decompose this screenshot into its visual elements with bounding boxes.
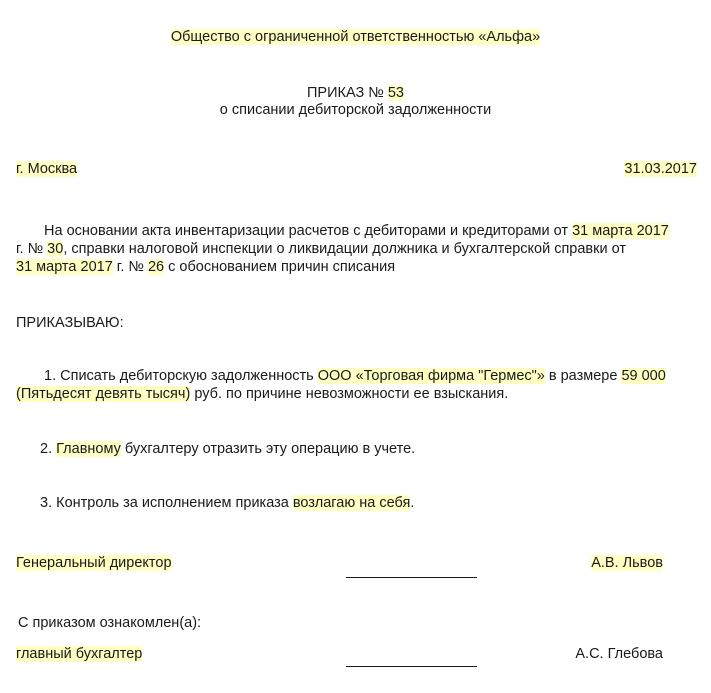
accountant-title-text: главный бухгалтер xyxy=(16,646,143,662)
preamble-text: с обоснованием причин списания xyxy=(164,259,396,275)
order-item-2 xyxy=(40,440,415,458)
acknowledgement xyxy=(18,614,201,632)
accounting-note-date: 31 марта 2017 xyxy=(16,259,113,275)
item-text: руб. по причине невозможности ее взыскания. xyxy=(190,386,509,402)
item-2-highlight: Главному xyxy=(56,441,121,457)
order-subject xyxy=(0,101,711,119)
order-title-prefix: ПРИКАЗ № xyxy=(307,85,388,101)
order-item-3 xyxy=(40,494,414,512)
inventory-act-date: 31 марта 2017 xyxy=(572,223,669,239)
item-text: 3. Контроль за исполнением приказа xyxy=(40,495,293,511)
order-number: 53 xyxy=(387,85,404,101)
item-3-highlight: возлагаю на себя xyxy=(292,495,411,511)
accountant-name xyxy=(575,645,663,663)
debt-amount-words: (Пятьдесят девять тысяч) xyxy=(16,386,191,402)
order-word xyxy=(16,314,124,332)
debt-amount: 59 000 xyxy=(621,368,666,384)
order-title xyxy=(0,84,711,102)
acknowledgement-text: С приказом ознакомлен(а): xyxy=(18,615,202,631)
director-title xyxy=(16,554,172,572)
order-subject-text: о списании дебиторской задолженности xyxy=(219,102,492,118)
preamble-text: На основании акта инвентаризации расчетов с дебиторами и кредиторами от xyxy=(44,223,573,239)
item-text: бухгалтеру отразить эту операцию в учете. xyxy=(120,441,416,457)
item-text: . xyxy=(410,495,415,511)
director-signature-line xyxy=(346,577,477,578)
item-text: 2. xyxy=(40,441,57,457)
order-item-1-cont xyxy=(16,385,508,403)
preamble-number-prefix: г. № xyxy=(16,241,48,257)
place xyxy=(16,160,77,178)
director-name-text: А.В. Львов xyxy=(591,555,663,571)
organization-header xyxy=(0,28,711,46)
item-text: в размере xyxy=(544,368,622,384)
director-title-text: Генеральный директор xyxy=(16,555,172,571)
inventory-act-number: 30 xyxy=(47,241,64,257)
preamble-line-2 xyxy=(16,240,626,258)
preamble-text: , справки налоговой инспекции о ликвидации должника и бухгалтерской справки от xyxy=(63,241,626,257)
order-word-text: ПРИКАЗЫВАЮ: xyxy=(16,315,124,331)
debtor-company: ООО «Торговая фирма "Гермес"» xyxy=(317,368,545,384)
accountant-name-text: А.С. Глебова xyxy=(575,646,663,662)
preamble-line-3 xyxy=(16,258,395,276)
accounting-note-number: 26 xyxy=(147,259,165,275)
order-date xyxy=(624,160,697,178)
preamble-line-1 xyxy=(44,222,669,240)
preamble-number-prefix: г. № xyxy=(112,259,148,275)
order-item-1 xyxy=(44,367,666,385)
organization-name: Общество с ограниченной ответственностью «Альфа» xyxy=(170,29,541,45)
accountant-signature-line xyxy=(346,666,477,667)
item-text: 1. Списать дебиторскую задолженность xyxy=(44,368,318,384)
accountant-title xyxy=(16,645,142,663)
place-text: г. Москва xyxy=(16,161,78,177)
order-date-text: 31.03.2017 xyxy=(624,161,697,177)
director-name xyxy=(591,554,663,572)
